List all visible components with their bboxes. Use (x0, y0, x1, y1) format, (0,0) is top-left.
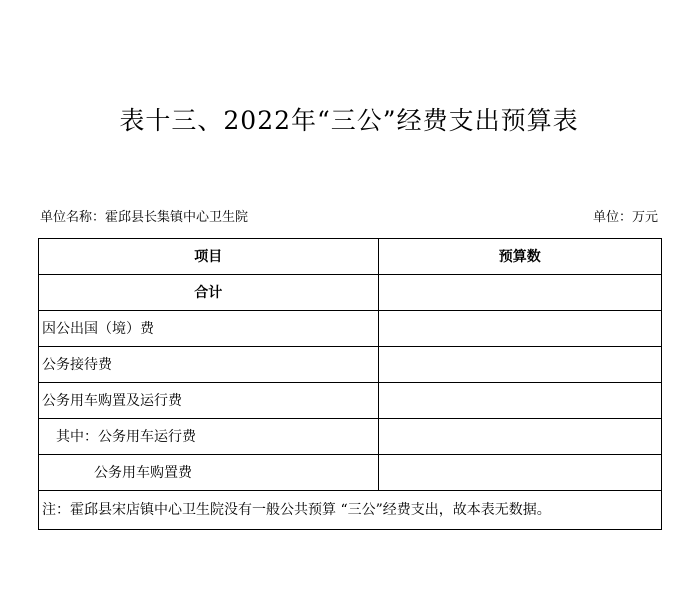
row-value-vehicle-purchase (378, 455, 661, 491)
total-value (378, 275, 661, 311)
table-row (39, 311, 662, 347)
table-note-row (39, 491, 662, 530)
row-label-vehicle-operation: 其中：公务用车运行费 (39, 419, 379, 455)
header-amount: 预算数 (378, 239, 661, 275)
row-value-reception (378, 347, 661, 383)
row-label-overseas: 因公出国（境）费 (39, 311, 379, 347)
row-value-vehicle-operation (378, 419, 661, 455)
row-label-reception: 公务接待费 (39, 347, 379, 383)
table-note: 注：霍邱县宋店镇中心卫生院没有一般公共预算 “三公”经费支出，故本表无数据。 (39, 491, 662, 530)
row-label-vehicle-purchase: 公务用车购置费 (39, 455, 379, 491)
row-label-vehicle: 公务用车购置及运行费 (39, 383, 379, 419)
table-row-total (39, 275, 662, 311)
table-header-row (39, 239, 662, 275)
header-item: 项目 (39, 239, 379, 275)
total-label: 合计 (39, 275, 379, 311)
budget-table (38, 238, 662, 530)
unit-label: 单位：万元 (592, 210, 658, 225)
table-row (39, 347, 662, 383)
table-row (39, 419, 662, 455)
row-value-vehicle (378, 383, 661, 419)
unit-name-label: 单位名称：霍邱县长集镇中心卫生院 (40, 210, 249, 225)
table-row (39, 455, 662, 491)
page-title: 表十三、2022年“三公”经费支出预算表 (119, 106, 579, 135)
table-row (39, 383, 662, 419)
row-value-overseas (378, 311, 661, 347)
